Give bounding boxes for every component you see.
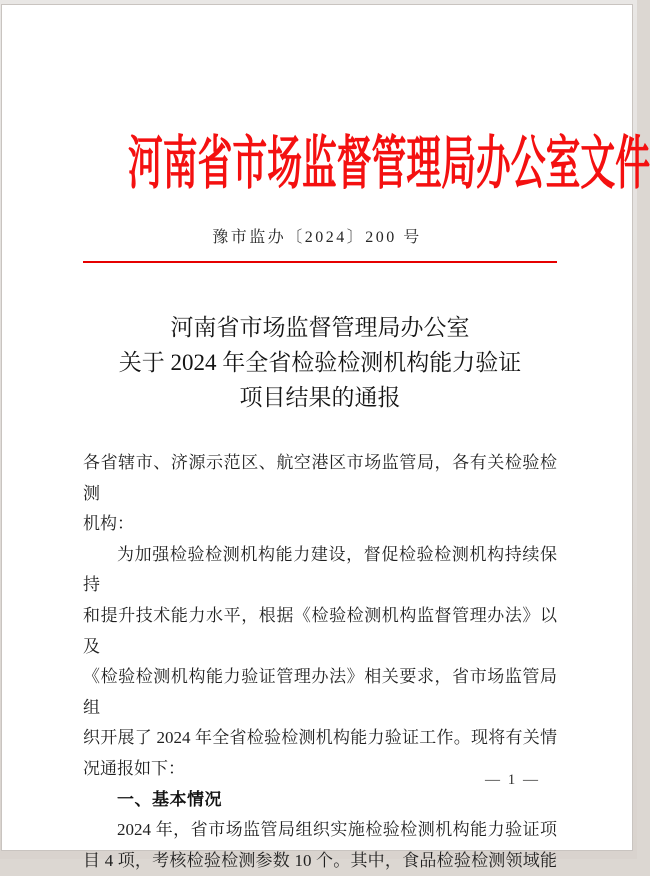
red-header-banner: 河南省市场监督管理局办公室文件: [128, 131, 650, 196]
document-page: [1, 4, 650, 870]
red-divider-rule: [83, 261, 557, 263]
document-body: [83, 448, 557, 876]
body-line: 《检验检测机构能力验证管理办法》相关要求，省市场监管局组: [83, 667, 557, 717]
body-line: 机构：: [83, 514, 134, 534]
page-number: — 1 —: [485, 772, 540, 788]
title-line-3: 项目结果的通报: [239, 385, 401, 410]
body-line: 为加强检验检测机构能力建设，督促检验检测机构持续保持: [83, 544, 557, 595]
body-line: 目 4 项，考核检验检测参数 10 个。其中，食品检验检测领域能: [83, 850, 557, 870]
body-line: 况通报如下：: [83, 758, 185, 778]
body-line: 各省辖市、济源示范区、航空港区市场监管局，各有关检验检测: [83, 453, 557, 503]
section-heading: 一、基本情况: [117, 789, 222, 809]
body-line: 织开展了 2024 年全省检验检测机构能力验证工作。现将有关情: [83, 728, 557, 748]
document-title: [83, 310, 557, 415]
doc-reference-number: 豫市监办〔2024〕200 号: [212, 229, 422, 246]
title-line-2: 关于 2024 年全省检验检测机构能力验证: [118, 350, 522, 375]
body-line: 2024 年，省市场监管局组织实施检验检测机构能力验证项: [117, 820, 557, 840]
body-line: 和提升技术能力水平，根据《检验检测机构监督管理办法》以及: [83, 605, 557, 656]
title-line-1: 河南省市场监督管理局办公室: [170, 315, 470, 340]
